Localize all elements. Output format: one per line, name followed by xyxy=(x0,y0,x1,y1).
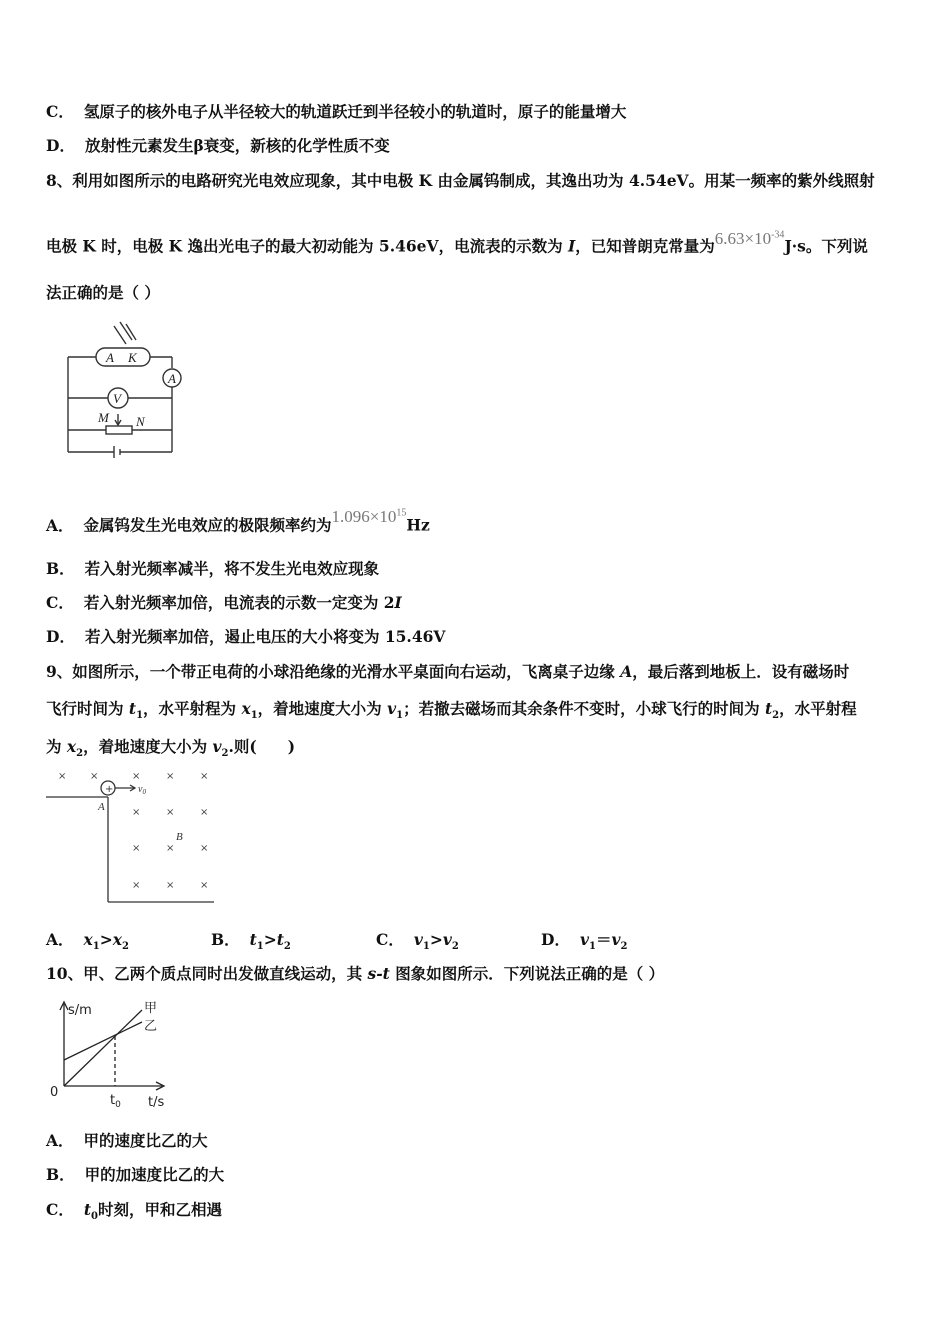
svg-text:×: × xyxy=(166,771,175,782)
voltmeter-label: V xyxy=(113,391,121,406)
svg-text:×: × xyxy=(200,843,209,854)
q8-option-a xyxy=(46,506,430,536)
q10-option-c: C． $t_0$时刻，甲和乙相遇 xyxy=(46,1200,222,1223)
ammeter-label: A xyxy=(168,371,176,386)
line-yi xyxy=(64,1022,142,1060)
option-text: 金属钨发生光电效应的极限频率约为 xyxy=(83,515,332,535)
unit: Hz xyxy=(406,515,430,535)
q9-option-b: B． $t_1>t_2$ xyxy=(211,930,291,953)
option-label: D． xyxy=(46,627,75,646)
stem-text: J·s。下列说 xyxy=(784,236,868,256)
q9-magnetic-field-figure xyxy=(46,764,216,906)
svg-text:×: × xyxy=(132,807,141,818)
v0-label: $v_0$ xyxy=(138,784,146,796)
positive-charge-sign: + xyxy=(105,784,114,795)
line-jia-label: 甲 xyxy=(144,1001,158,1016)
svg-text:×: × xyxy=(132,843,141,854)
field-b-label: B xyxy=(176,831,183,843)
threshold-frequency: $1.096\times 10^{15}$ xyxy=(331,506,407,526)
rheostat-n-label: N xyxy=(136,414,145,429)
svg-text:×: × xyxy=(200,771,209,782)
line-yi-label: 乙 xyxy=(144,1019,158,1034)
q7-option-c xyxy=(46,102,626,122)
q10-option-b: B． 甲的加速度比乙的大 xyxy=(46,1165,225,1184)
svg-text:×: × xyxy=(166,880,175,891)
q9-stem-line3: 为 $x_2$，着地速度大小为 $v_2$.则( ) xyxy=(46,737,296,760)
q9-option-a: A． $x_1>x_2$ xyxy=(46,930,129,953)
svg-text:×: × xyxy=(90,771,99,782)
svg-text:×: × xyxy=(200,880,209,891)
q8-stem-line3: 法正确的是（ ） xyxy=(46,283,160,302)
planck-constant: $6.63\times 10^{-34}$ xyxy=(714,228,785,248)
option-label: C． xyxy=(46,593,74,612)
svg-text:×: × xyxy=(200,807,209,818)
stem-text: ，已知普朗克常量为 xyxy=(575,236,715,256)
svg-text:×: × xyxy=(166,807,175,818)
option-label: B． xyxy=(46,559,75,578)
x-axis-label: t/s xyxy=(148,1095,165,1110)
option-text: 若入射光频率加倍，遏止电压的大小将变为 15.46V xyxy=(84,627,446,646)
current-variable: I xyxy=(394,593,402,612)
option-label: C． xyxy=(46,102,74,121)
q9-option-c: C． $v_1>v_2$ xyxy=(376,930,459,953)
st-variable: s-t xyxy=(367,964,390,983)
svg-text:×: × xyxy=(166,843,175,854)
q8-option-c xyxy=(46,593,402,613)
svg-text:×: × xyxy=(132,771,141,782)
stem-text: 电极 K 时，电极 K 逸出光电子的最大初动能为 5.46eV，电流表的示数为 xyxy=(46,236,568,256)
origin-label: 0 xyxy=(50,1085,59,1100)
current-variable: I xyxy=(567,236,576,256)
q9-stem-line1: 9、如图所示，一个带正电荷的小球沿绝缘的光滑水平桌面向右运动，飞离桌子边缘 A，最后落到地板上．设有磁场时 xyxy=(46,662,850,681)
svg-text:×: × xyxy=(132,880,141,891)
option-text: 氢原子的核外电子从半径较大的轨道跃迁到半径较小的轨道时，原子的能量增大 xyxy=(83,102,627,121)
point-a-label: A xyxy=(98,801,105,813)
q9-option-d: D． $v_1=v_2$ xyxy=(541,930,628,953)
electrode-a-label: A xyxy=(106,350,114,365)
option-text: 若入射光频率加倍，电流表的示数一定变为 2 xyxy=(83,593,395,612)
phototube xyxy=(96,348,150,366)
q8-option-d xyxy=(46,627,445,647)
q10-option-a: A． 甲的速度比乙的大 xyxy=(46,1131,208,1150)
y-axis-label: s/m xyxy=(68,1003,92,1018)
electrode-k-label: K xyxy=(128,350,137,365)
option-label: D． xyxy=(46,136,75,155)
q8-option-b xyxy=(46,559,379,579)
q8-stem-line2 xyxy=(46,228,868,257)
option-text: 若入射光频率减半，将不发生光电效应现象 xyxy=(84,559,380,578)
rheostat-m-label: M xyxy=(98,410,109,425)
q10-stem: 10、甲、乙两个质点同时出发做直线运动，其 s-t 图象如图所示．下列说法正确的是（ ） xyxy=(46,964,665,983)
q10-st-graph xyxy=(46,996,176,1112)
point-a: A xyxy=(620,662,633,681)
q8-circuit-figure xyxy=(56,318,196,468)
q7-option-d xyxy=(46,136,390,156)
rheostat xyxy=(106,426,132,434)
option-text: 放射性元素发生β衰变，新核的化学性质不变 xyxy=(84,136,390,155)
svg-text:×: × xyxy=(58,771,67,782)
q8-stem-line1: 8、利用如图所示的电路研究光电效应现象，其中电极 K 由金属钨制成，其逸出功为 4.54eV。用某一频率的紫外线照射 xyxy=(46,171,875,190)
option-label: A． xyxy=(46,515,74,535)
t0-label: $t_0$ xyxy=(110,1093,121,1110)
line-jia xyxy=(64,1010,142,1086)
q9-stem-line2: 飞行时间为 $t_1$，水平射程为 $x_1$，着地速度大小为 $v_1$；若撤去磁场而其余条件不变时，小球飞行的时间为 $t_2$，水平射程 xyxy=(46,699,857,722)
